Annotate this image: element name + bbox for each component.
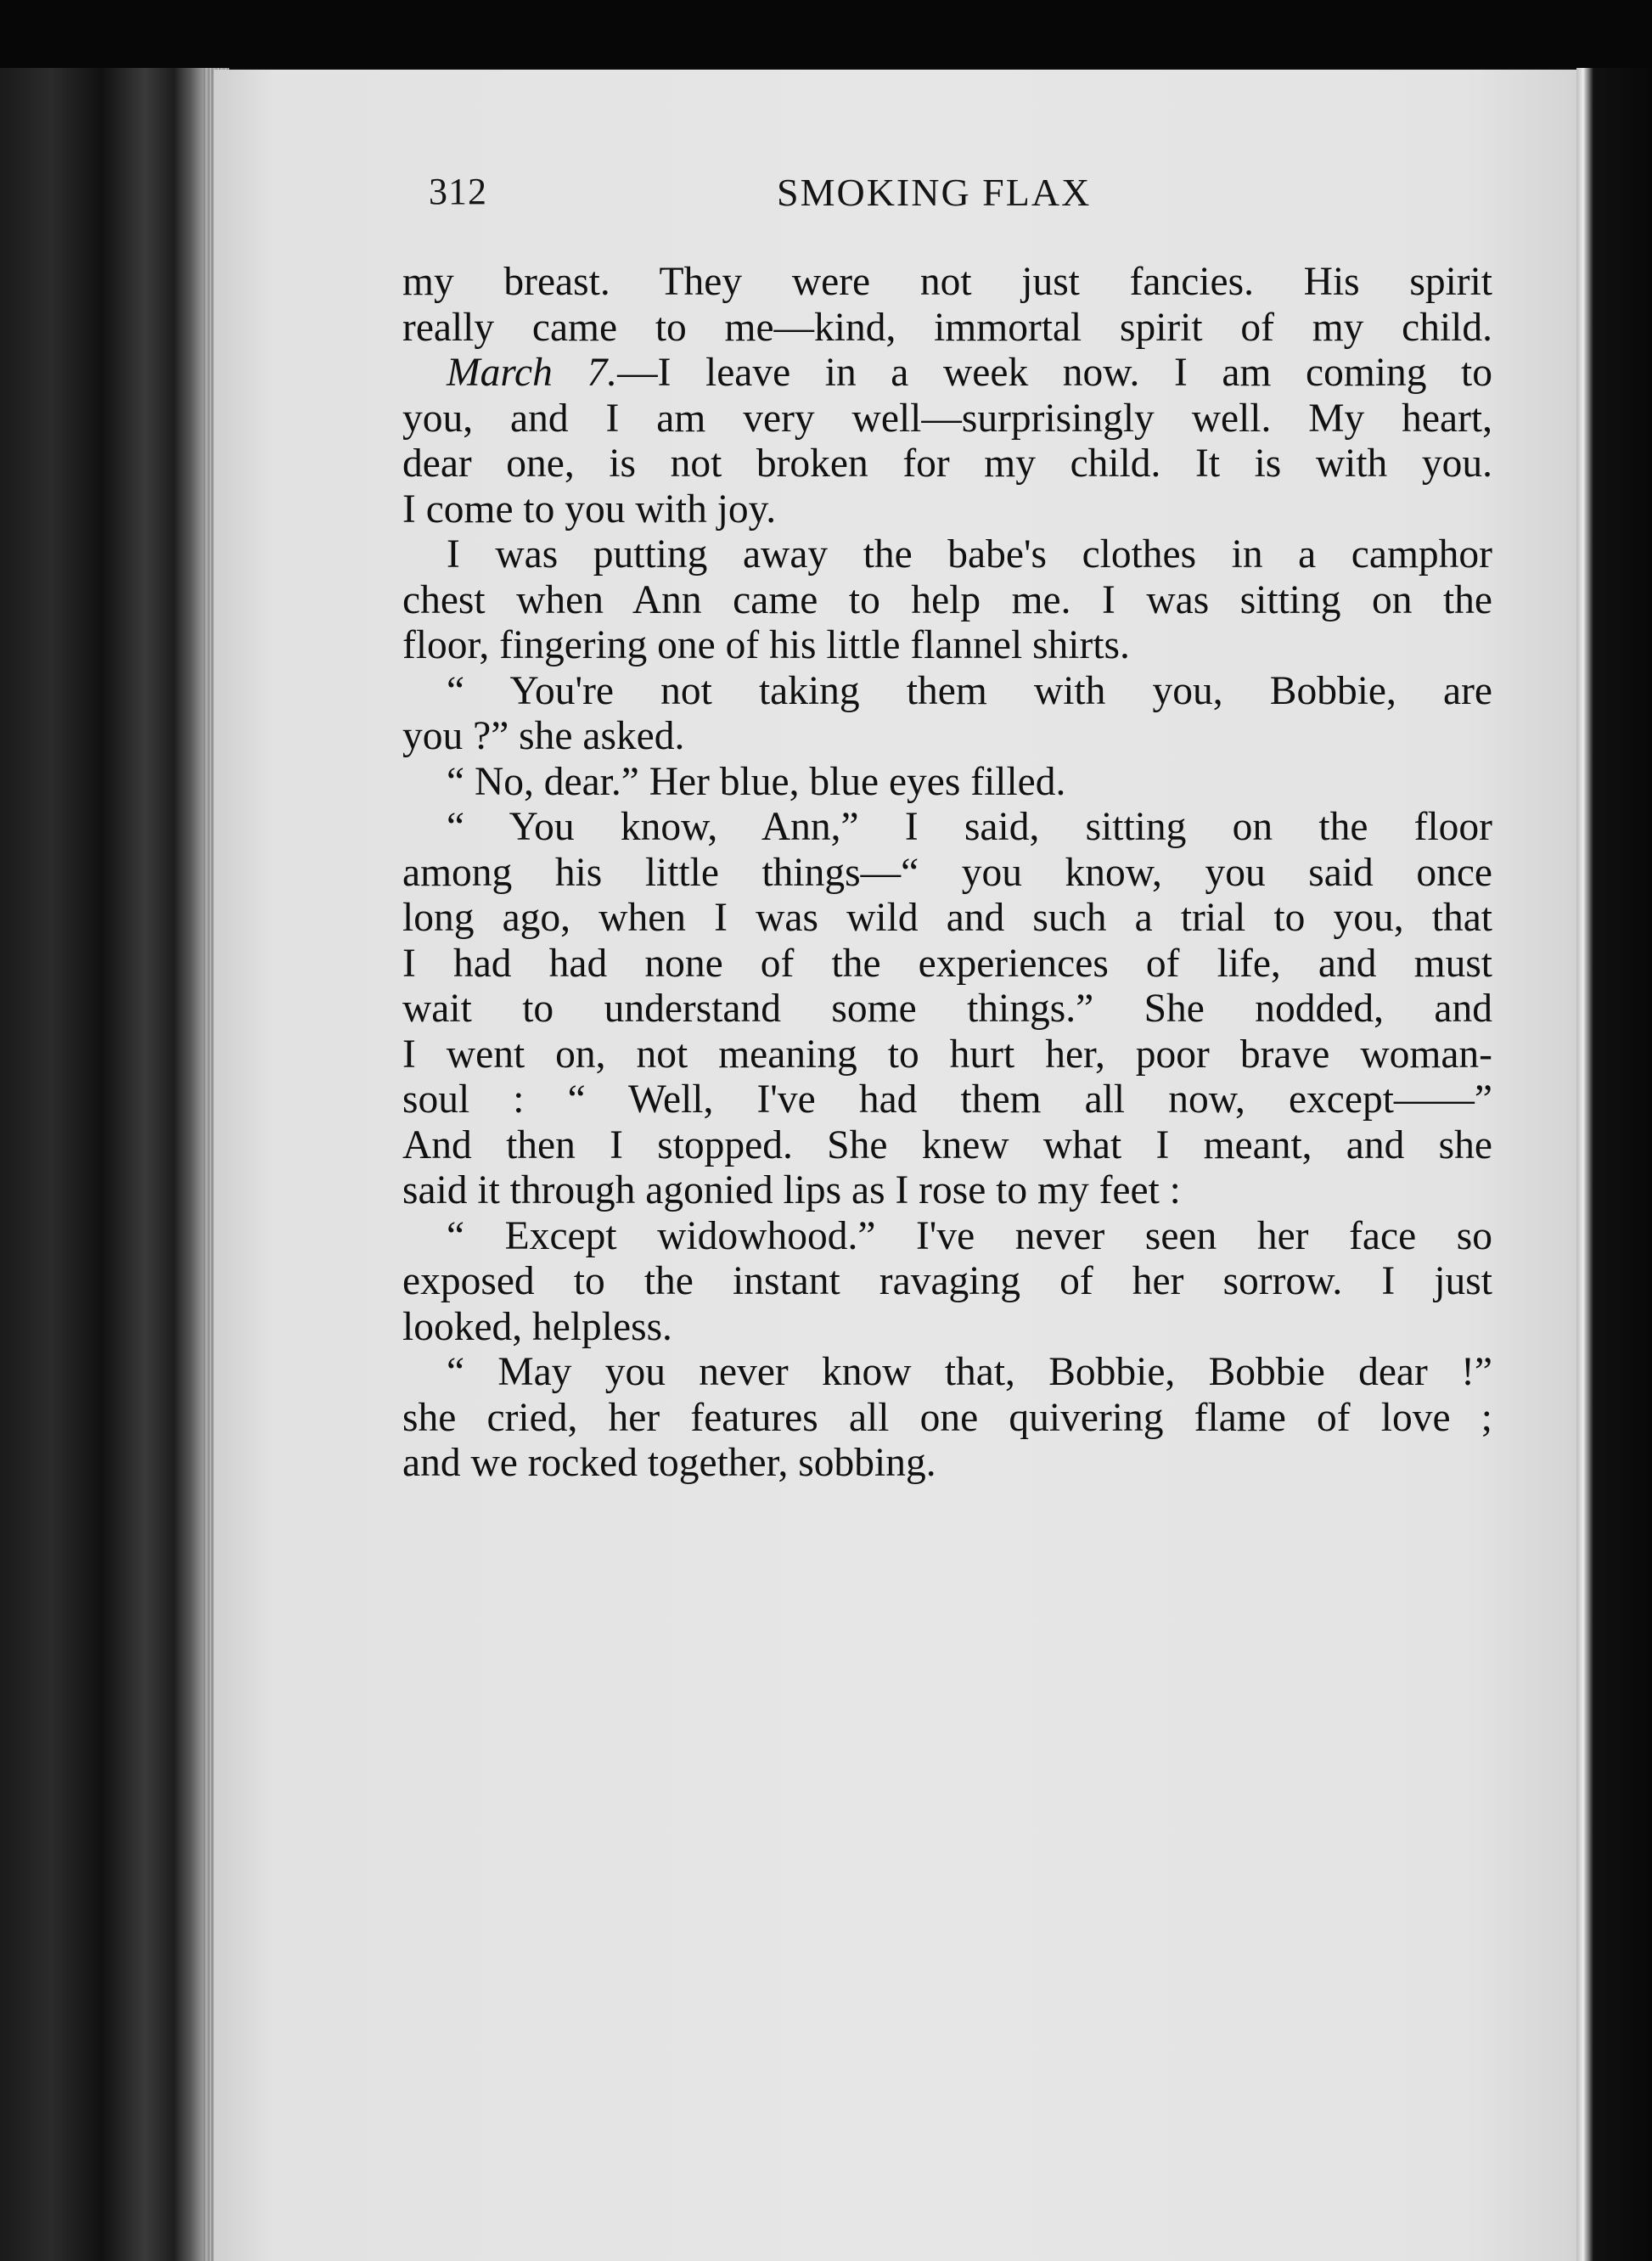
- text-line: [402, 760, 1492, 806]
- text-line-content: you ?” she asked.: [402, 714, 685, 758]
- text-line-content: “ You know, Ann,” I said, sitting on the floor: [447, 805, 1492, 849]
- text-line: [402, 1305, 1492, 1351]
- text-line: [402, 1350, 1492, 1396]
- text-line: [402, 896, 1492, 942]
- text-line: [402, 714, 1492, 760]
- text-line-content: “ You're not taking them with you, Bobbie, are: [447, 668, 1492, 713]
- text-line-content: really came to me—kind, immortal spirit of my child.: [402, 305, 1492, 350]
- text-line: [402, 260, 1492, 306]
- text-line-content: she cried, her features all one quivering flame of love ;: [402, 1395, 1492, 1440]
- text-line-content: —I leave in a week now. I am coming to: [617, 351, 1492, 395]
- text-line: [402, 351, 1492, 397]
- entry-date: March 7.: [447, 351, 618, 395]
- text-line: [402, 1396, 1492, 1442]
- text-line-content: I went on, not meaning to hurt her, poor brave woman-: [402, 1032, 1492, 1077]
- body-text: [402, 260, 1492, 1487]
- text-line: [402, 1168, 1492, 1214]
- text-line: [402, 1123, 1492, 1169]
- text-line: [402, 1441, 1492, 1487]
- text-line: [402, 397, 1492, 442]
- text-line: [402, 532, 1492, 578]
- text-line-content: looked, helpless.: [402, 1304, 672, 1349]
- text-line-content: soul : “ Well, I've had them all now, except——”: [402, 1077, 1492, 1122]
- scan-right-border: [1576, 68, 1652, 2261]
- text-line-content: I come to you with joy.: [402, 487, 777, 532]
- text-line: [402, 1259, 1492, 1305]
- text-line-content: exposed to the instant ravaging of her sorrow. I just: [402, 1259, 1492, 1303]
- book-spine-edge: [0, 68, 204, 2261]
- text-line: [402, 306, 1492, 352]
- text-line-content: among his little things—“ you know, you said once: [402, 850, 1492, 895]
- text-line: [402, 623, 1492, 669]
- page-number: 312: [429, 171, 487, 212]
- text-line: [402, 805, 1492, 851]
- text-line: [402, 442, 1492, 487]
- text-line: [402, 578, 1492, 624]
- text-line: [402, 1214, 1492, 1260]
- text-line: [402, 487, 1492, 533]
- text-line: [402, 987, 1492, 1032]
- text-line-content: I was putting away the babe's clothes in a camphor: [447, 532, 1492, 576]
- text-line-content: chest when Ann came to help me. I was sitting on the: [402, 577, 1492, 622]
- text-line: [402, 669, 1492, 715]
- text-line-content: my breast. They were not just fancies. His spirit: [402, 260, 1492, 304]
- text-line: [402, 1032, 1492, 1078]
- running-header: [429, 170, 1150, 229]
- text-line: [402, 851, 1492, 897]
- text-line-content: “ May you never know that, Bobbie, Bobbie dear !”: [447, 1350, 1492, 1394]
- text-line-content: long ago, when I was wild and such a trial to you, that: [402, 896, 1492, 940]
- text-line-content: dear one, is not broken for my child. It is with you.: [402, 442, 1492, 486]
- text-line-content: I had had none of the experiences of life, and must: [402, 941, 1492, 986]
- text-line-content: said it through agonied lips as I rose to my feet :: [402, 1168, 1181, 1212]
- text-line-content: “ Except widowhood.” I've never seen her face so: [447, 1213, 1492, 1258]
- text-line: [402, 942, 1492, 987]
- text-line: [402, 1077, 1492, 1123]
- text-line-content: floor, fingering one of his little flannel shirts.: [402, 623, 1130, 667]
- running-title: SMOKING FLAX: [777, 171, 1092, 214]
- text-line-content: And then I stopped. She knew what I meant, and she: [402, 1122, 1492, 1167]
- text-line-content: you, and I am very well—surprisingly well. My heart,: [402, 396, 1492, 441]
- text-line-content: wait to understand some things.” She nodded, and: [402, 987, 1492, 1031]
- scan-top-border: [0, 0, 1652, 68]
- text-line-content: and we rocked together, sobbing.: [402, 1441, 936, 1485]
- text-line-content: “ No, dear.” Her blue, blue eyes filled.: [447, 759, 1066, 804]
